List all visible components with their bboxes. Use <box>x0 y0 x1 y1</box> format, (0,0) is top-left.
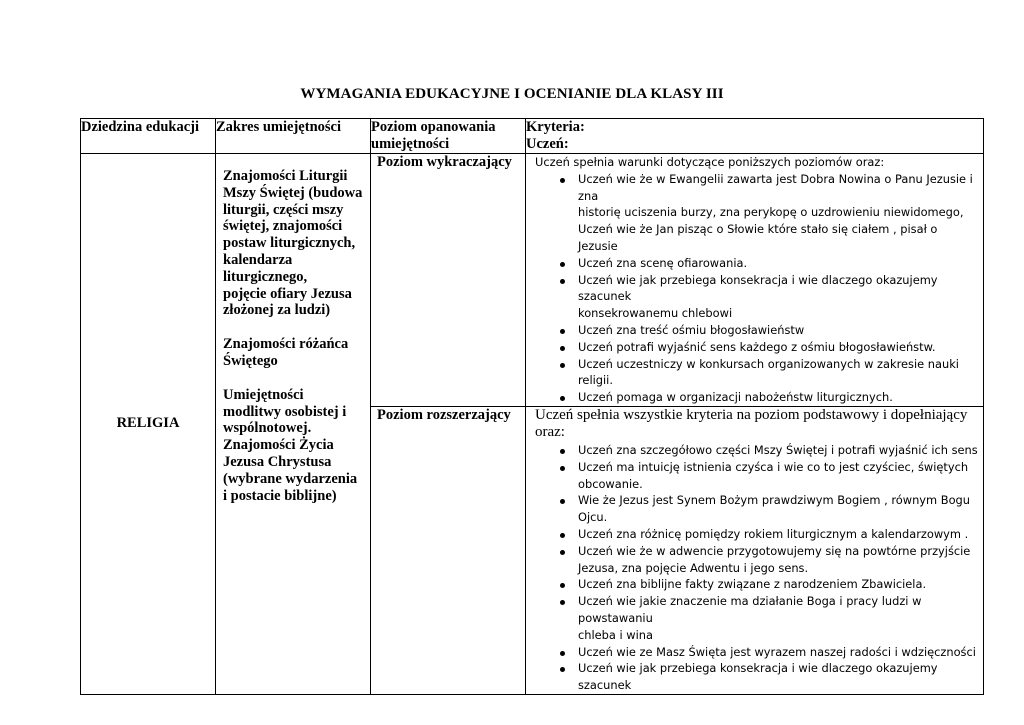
criteria-item <box>560 509 979 526</box>
skills-line: modlitwy osobistej i <box>223 403 347 420</box>
skills-line: wspólnotowej. <box>223 420 312 437</box>
criteria-text: historię uciszenia burzy, zna perykopę o uzdrowieniu niewidomego, <box>578 205 964 220</box>
bullet-icon <box>560 279 565 284</box>
requirements-table <box>80 118 984 695</box>
criteria-text: Jezusa, zna pojęcie Adwentu i jego sens. <box>578 560 809 575</box>
skills-line: świętej, znajomości <box>223 218 343 235</box>
criteria-text: Uczeń pomaga w organizacji nabożeństw liturgicznych. <box>578 390 893 405</box>
criteria-item <box>560 593 979 627</box>
criteria-list <box>535 171 979 406</box>
skills-block-rosary <box>223 336 366 370</box>
criteria-text: Uczeń wie że w Ewangelii zawarta jest Dobra Nowina o Panu Jezusie i zna <box>578 171 973 203</box>
bullet-icon <box>560 363 565 368</box>
level-name-cell: Poziom rozszerzający <box>371 406 526 694</box>
criteria-item <box>560 442 979 459</box>
criteria-intro: Uczeń spełnia wszystkie kryteria na poziom podstawowy i dopełniający oraz: <box>535 406 968 440</box>
criteria-text: Uczeń potrafi wyjaśnić sens każdego z ośmiu błogosławieństw. <box>578 339 936 354</box>
bullet-icon <box>560 346 565 351</box>
criteria-text: Uczeń zna różnicę pomiędzy rokiem liturgicznym a kalendarzowym . <box>578 526 969 541</box>
skills-line: Znajomości Życia <box>223 437 334 454</box>
skills-block-liturgy <box>223 168 366 319</box>
criteria-item <box>560 476 979 493</box>
skills-line: pojęcie ofiary Jezusa <box>223 285 352 302</box>
bullet-icon <box>560 583 565 588</box>
header-zakres: Zakres umiejętności <box>216 119 371 154</box>
criteria-item <box>560 560 979 577</box>
criteria-text: Uczeń uczestniczy w konkursach organizowanych w zakresie nauki religii. <box>578 356 959 388</box>
bullet-icon <box>560 651 565 656</box>
bullet-icon <box>560 600 565 605</box>
criteria-cell-wykraczajacy <box>526 154 984 407</box>
skills-line: Świętego <box>223 352 278 369</box>
criteria-text: Ojcu. <box>578 510 608 525</box>
criteria-item <box>560 492 979 509</box>
header-kryteria: Kryteria: Uczeń: <box>526 119 984 154</box>
criteria-text: Uczeń wie że Jan pisząc o Słowie które stało się ciałem , pisał o Jezusie <box>578 222 938 253</box>
criteria-item <box>560 576 979 593</box>
header-row <box>81 119 984 154</box>
skills-line: Znajomości Liturgii <box>223 168 348 184</box>
criteria-text: chleba i wina <box>578 627 653 642</box>
criteria-cell-rozszerzajacy <box>526 406 984 694</box>
header-poziom: Poziom opanowania umiejętności <box>371 119 526 154</box>
subject-cell <box>81 154 216 695</box>
criteria-text: Uczeń wie ze Masz Święta jest wyrazem naszej radości i wdzięczności <box>578 644 976 659</box>
criteria-item <box>560 660 979 694</box>
criteria-text: Uczeń ma intuicję istnienia czyśca i wie co to jest czyściec, świętych <box>578 459 969 474</box>
criteria-item <box>560 526 979 543</box>
criteria-text: Uczeń wie jak przebiega konsekracja i wie dlaczego okazujemy szacunek <box>578 661 938 693</box>
bullet-icon <box>560 533 565 538</box>
criteria-item <box>560 389 979 406</box>
bullet-icon <box>560 466 565 471</box>
criteria-text: konsekrowanemu chlebowi <box>578 306 733 321</box>
skills-line: Znajomości różańca <box>223 336 349 353</box>
skills-block-prayer <box>223 387 366 505</box>
bullet-icon <box>560 262 565 267</box>
criteria-item <box>560 644 979 661</box>
criteria-text: Uczeń wie jakie znaczenie ma działanie Boga i pracy ludzi w powstawaniu <box>578 594 922 625</box>
bullet-icon <box>560 667 565 672</box>
skills-line: kalendarza <box>223 251 293 268</box>
criteria-item <box>560 459 979 476</box>
level-row-wykraczajacy <box>81 154 984 407</box>
skills-line: (wybrane wydarzenia <box>223 470 358 487</box>
skills-line: liturgicznego, <box>223 268 308 285</box>
criteria-item <box>560 221 979 255</box>
skills-line: i postacie biblijne) <box>223 487 337 504</box>
skills-line: Umiejętności <box>223 386 304 403</box>
criteria-text: Uczeń wie jak przebiega konsekracja i wie dlaczego okazujemy szacunek <box>578 272 938 304</box>
bullet-icon <box>560 499 565 504</box>
criteria-text: Uczeń zna treść ośmiu błogosławieństw <box>578 322 805 337</box>
criteria-list <box>535 442 979 694</box>
page-title: WYMAGANIA EDUKACYJNE I OCENIANIE DLA KLASY III <box>300 86 724 102</box>
criteria-item <box>560 255 979 272</box>
criteria-intro: Uczeń spełnia warunki dotyczące poniższych poziomów oraz: <box>535 155 885 169</box>
bullet-icon <box>560 329 565 334</box>
criteria-item <box>560 339 979 356</box>
criteria-text: Wie że Jezus jest Synem Bożym prawdziwym Bogiem , równym Bogu <box>578 493 970 508</box>
skills-line: Jezusa Chrystusa <box>223 453 332 470</box>
criteria-text: Uczeń zna scenę ofiarowania. <box>578 255 748 270</box>
criteria-item <box>560 627 979 644</box>
criteria-item <box>560 171 979 205</box>
criteria-text: obcowanie. <box>578 476 643 491</box>
criteria-text: Uczeń zna biblijne fakty związane z narodzeniem Zbawiciela. <box>578 577 927 592</box>
header-dziedzina: Dziedzina edukacji <box>81 119 216 154</box>
criteria-item <box>560 272 979 306</box>
criteria-text: Uczeń wie że w adwencie przygotowujemy się na powtórne przyjście <box>578 543 971 558</box>
criteria-item <box>560 305 979 322</box>
skills-line: postaw liturgicznych, <box>223 235 356 252</box>
bullet-icon <box>560 396 565 401</box>
bullet-icon <box>560 178 565 183</box>
level-name-cell: Poziom wykraczający <box>371 154 526 407</box>
criteria-item <box>560 204 979 221</box>
criteria-item <box>560 356 979 390</box>
skills-cell <box>216 154 371 695</box>
bullet-icon <box>560 449 565 454</box>
criteria-item <box>560 322 979 339</box>
skills-line: Mszy Świętej (budowa <box>223 184 363 201</box>
skills-line: liturgii, części mszy <box>223 201 344 218</box>
bullet-icon <box>560 550 565 555</box>
criteria-text: Uczeń zna szczegółowo części Mszy Świętej i potrafi wyjaśnić ich sens <box>578 442 978 457</box>
subject-label: RELIGIA <box>116 415 180 432</box>
criteria-item <box>560 543 979 560</box>
skills-line: złożonej za ludzi) <box>223 302 331 319</box>
